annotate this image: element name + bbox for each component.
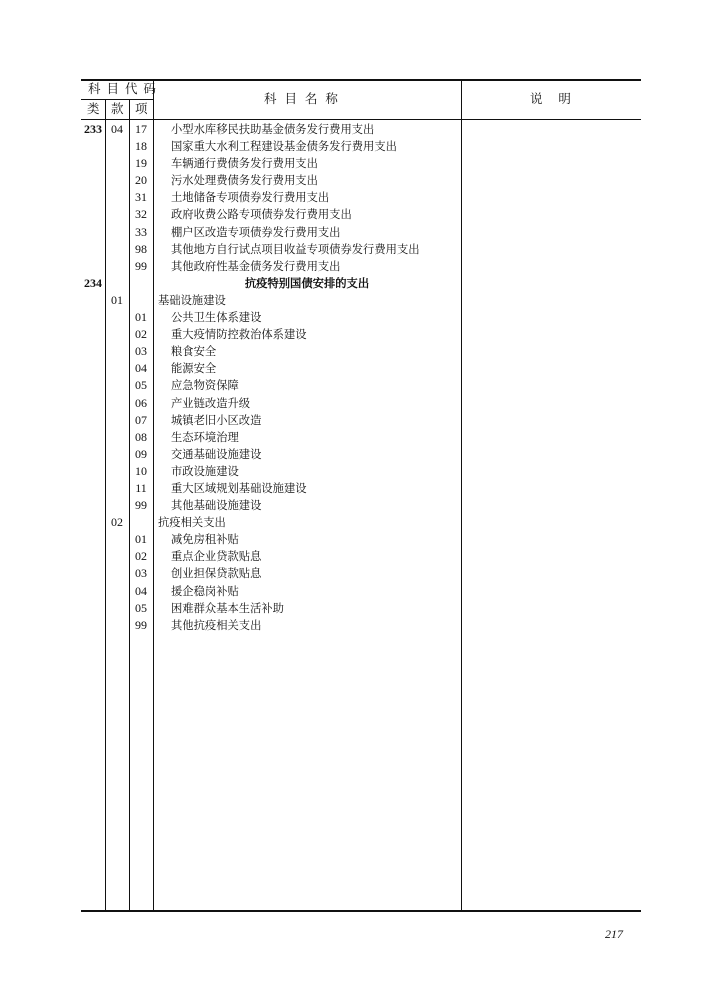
subject-name: 援企稳岗补贴: [171, 584, 239, 598]
subject-name: 其他基础设施建设: [171, 499, 262, 513]
code-xiang: 31: [135, 190, 147, 205]
table-row: [81, 497, 461, 514]
subject-name: 减免房租补贴: [171, 533, 239, 547]
header-lei: 类: [87, 101, 100, 116]
code-xiang: 32: [135, 207, 147, 222]
table-row: [81, 463, 461, 480]
header-kuan: 款: [111, 101, 124, 116]
subject-name: 抗疫相关支出: [158, 516, 226, 530]
header-code-group: 科 目 代 码: [88, 81, 157, 96]
code-xiang: 19: [135, 156, 147, 171]
subject-name: 应急物资保障: [171, 379, 239, 393]
code-kuan: 04: [111, 122, 123, 136]
code-xiang: 11: [135, 480, 147, 495]
code-xiang: 17: [135, 122, 147, 136]
table-row: [81, 531, 461, 548]
subject-name: 国家重大水利工程建设基金债务发行费用支出: [171, 140, 397, 154]
table-row: [81, 275, 461, 292]
table-row: [81, 206, 461, 223]
table-row: [81, 514, 461, 531]
code-xiang: 01: [135, 310, 147, 325]
subject-name: 市政设施建设: [171, 464, 239, 478]
subject-name: 公共卫生体系建设: [171, 311, 262, 325]
subject-name: 生态环境治理: [171, 430, 239, 444]
code-lei: 234: [84, 275, 102, 290]
table-row: [81, 224, 461, 241]
subject-name: 重大疫情防控救治体系建设: [171, 328, 307, 342]
subject-name: 城镇老旧小区改造: [171, 413, 262, 427]
table-row: [81, 138, 461, 155]
table-row: [81, 241, 461, 258]
table-row: [81, 412, 461, 429]
code-xiang: 05: [135, 600, 147, 615]
code-lei: 233: [84, 122, 102, 136]
table-row: [81, 292, 461, 309]
table-row: [81, 343, 461, 360]
subject-name: 粮食安全: [171, 345, 217, 359]
code-xiang: 04: [135, 361, 147, 376]
code-kuan: 01: [111, 292, 123, 307]
code-xiang: 98: [135, 241, 147, 256]
table-row: [81, 583, 461, 600]
code-xiang: 99: [135, 617, 147, 632]
table-row: [81, 548, 461, 565]
code-xiang: 01: [135, 532, 147, 547]
subject-name: 抗疫特别国债安排的支出: [244, 275, 370, 290]
code-xiang: 02: [135, 549, 147, 564]
subject-name: 其他政府性基金债务发行费用支出: [171, 259, 341, 273]
code-xiang: 10: [135, 463, 147, 478]
subject-name: 困难群众基本生活补助: [171, 601, 284, 615]
table-row: [81, 121, 461, 138]
code-xiang: 02: [135, 327, 147, 342]
code-xiang: 20: [135, 173, 147, 188]
subject-name: 污水处理费债务发行费用支出: [171, 174, 318, 188]
header-name: 科 目 名 称: [264, 91, 338, 106]
subject-name: 创业担保贷款贴息: [171, 567, 262, 581]
subject-name: 棚户区改造专项债券发行费用支出: [171, 225, 341, 239]
code-xiang: 07: [135, 412, 147, 427]
header-bottom-rule: [81, 119, 641, 120]
subject-name: 基础设施建设: [158, 293, 226, 307]
table-row: [81, 258, 461, 275]
code-xiang: 09: [135, 446, 147, 461]
code-xiang: 06: [135, 395, 147, 410]
table-row: [81, 326, 461, 343]
code-xiang: 08: [135, 429, 147, 444]
code-xiang: 03: [135, 566, 147, 581]
table-row: [81, 395, 461, 412]
code-xiang: 03: [135, 344, 147, 359]
table-row: [81, 309, 461, 326]
subject-name: 产业链改造升级: [171, 396, 251, 410]
page-number: 217: [605, 927, 623, 941]
code-kuan: 02: [111, 515, 123, 530]
subject-name: 重大区域规划基础设施建设: [171, 481, 307, 495]
table-row: [81, 172, 461, 189]
table-row: [81, 155, 461, 172]
code-xiang: 05: [135, 378, 147, 393]
table-row: [81, 429, 461, 446]
table-body: [81, 121, 461, 634]
subject-name: 能源安全: [171, 362, 217, 376]
subject-name: 小型水库移民扶助基金债务发行费用支出: [171, 123, 375, 136]
table-bottom-rule: [81, 910, 641, 912]
header-note: 说 明: [530, 91, 571, 106]
table-row: [81, 480, 461, 497]
column-divider-name: [461, 80, 462, 910]
table-row: [81, 189, 461, 206]
subject-name: 重点企业贷款贴息: [171, 550, 262, 564]
code-xiang: 33: [135, 224, 147, 239]
table-row: [81, 600, 461, 617]
table-row: [81, 565, 461, 582]
table-top-rule: [81, 79, 641, 81]
table-row: [81, 377, 461, 394]
subject-name: 土地储备专项债券发行费用支出: [171, 191, 330, 205]
subject-name: 政府收费公路专项债券发行费用支出: [171, 208, 352, 222]
code-xiang: 18: [135, 139, 147, 154]
code-xiang: 99: [135, 258, 147, 273]
table-row: [81, 617, 461, 634]
code-xiang: 99: [135, 498, 147, 513]
code-group-rule: [81, 99, 153, 100]
table-row: [81, 446, 461, 463]
subject-name: 其他地方自行试点项目收益专项债券发行费用支出: [171, 242, 420, 256]
subject-name: 交通基础设施建设: [171, 447, 262, 461]
subject-name: 车辆通行费债务发行费用支出: [171, 157, 318, 171]
header-xiang: 项: [135, 101, 148, 116]
code-xiang: 04: [135, 583, 147, 598]
table-row: [81, 360, 461, 377]
subject-name: 其他抗疫相关支出: [171, 618, 262, 632]
